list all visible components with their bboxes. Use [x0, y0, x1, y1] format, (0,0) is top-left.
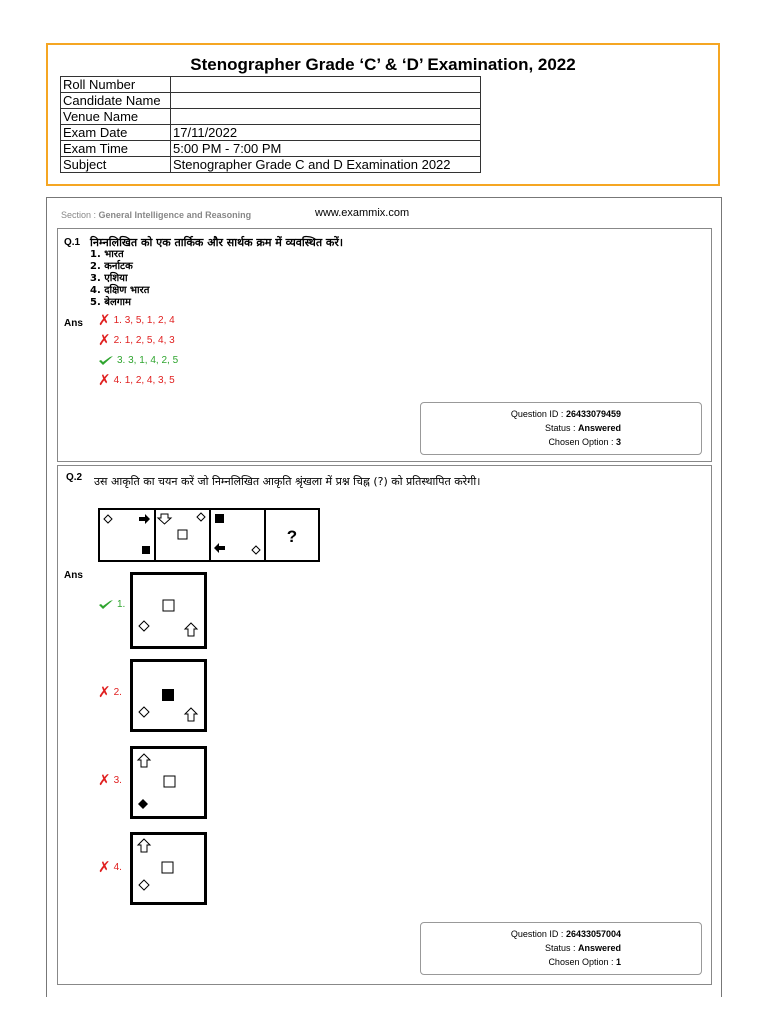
exam-title: Stenographer Grade ‘C’ & ‘D’ Examination, 2022	[190, 55, 576, 74]
option-figure-3	[130, 746, 207, 819]
option-label: 1.	[117, 599, 126, 610]
list-item: 4. दक्षिण भारत	[90, 285, 150, 296]
site-url: www.exammix.com	[315, 207, 410, 219]
checkmark-icon	[98, 599, 114, 610]
option-figure-1	[130, 572, 207, 649]
answer-option-4[interactable]	[98, 371, 175, 389]
table-row	[61, 109, 481, 125]
list-item: 3. एशिया	[90, 273, 128, 284]
cross-icon: ✗	[98, 683, 111, 701]
status-label: Status :	[544, 423, 578, 433]
question-panel	[46, 197, 722, 997]
question-text: उस आकृति का चयन करें जो निम्नलिखित आकृति श्रृंखला में प्रश्न चिह्न (?) को प्रतिस्थापित करेगी।	[94, 475, 481, 488]
status-value: Answered	[577, 423, 621, 433]
table-row	[61, 93, 481, 109]
ans-label: Ans	[64, 570, 83, 581]
info-label: Exam Date	[61, 125, 171, 141]
question-id-value: 26433079459	[565, 409, 621, 419]
question-text: निम्नलिखित को एक तार्किक और सार्थक क्रम में व्यवस्थित करें।	[90, 236, 344, 249]
answer-option-3[interactable]	[98, 771, 122, 789]
section-prefix: Section :	[61, 210, 99, 220]
question-items	[90, 249, 149, 309]
info-value: 17/11/2022	[171, 125, 481, 141]
cross-icon: ✗	[98, 371, 111, 389]
info-label: Exam Time	[61, 141, 171, 157]
chosen-option	[548, 437, 621, 447]
list-item: 5. बेलगाम	[90, 297, 131, 308]
info-label: Venue Name	[61, 109, 171, 125]
info-value: Stenographer Grade C and D Examination 2022	[171, 157, 481, 173]
question-id	[511, 409, 621, 419]
section-name: General Intelligence and Reasoning	[98, 210, 252, 220]
option-figure-4	[130, 832, 207, 905]
chosen-option-value: 1	[615, 957, 621, 967]
list-item: 2. कर्नाटक	[90, 261, 133, 272]
option-label: 2.	[113, 687, 122, 698]
chosen-option-label: Chosen Option :	[548, 957, 616, 967]
chosen-option	[548, 957, 621, 967]
cross-icon: ✗	[98, 311, 111, 329]
exam-header	[46, 43, 720, 186]
question-number: Q.2	[66, 472, 83, 483]
option-label: 4.	[113, 862, 122, 873]
info-label: Candidate Name	[61, 93, 171, 109]
list-item: 1. भारत	[90, 249, 124, 260]
question-id-label: Question ID :	[510, 929, 566, 939]
table-row	[61, 77, 481, 93]
status-value: Answered	[577, 943, 621, 953]
section-label	[61, 210, 251, 220]
option-label: 3.	[113, 775, 122, 786]
option-text: 3. 3, 1, 4, 2, 5	[117, 355, 179, 366]
info-value	[171, 93, 481, 109]
option-text: 1. 3, 5, 1, 2, 4	[113, 315, 175, 326]
answer-option-1[interactable]	[98, 599, 125, 610]
question-id	[511, 929, 621, 939]
answer-option-1[interactable]	[98, 311, 175, 329]
answer-option-2[interactable]	[98, 331, 175, 349]
chosen-option-label: Chosen Option :	[548, 437, 616, 447]
cross-icon: ✗	[98, 331, 111, 349]
table-row	[61, 157, 481, 173]
question-1	[57, 228, 712, 462]
question-number: Q.1	[64, 237, 81, 248]
cross-icon: ✗	[98, 771, 111, 789]
candidate-info-table	[60, 76, 481, 173]
info-value	[171, 77, 481, 93]
question-status	[545, 423, 621, 433]
table-row	[61, 125, 481, 141]
option-text: 2. 1, 2, 5, 4, 3	[113, 335, 175, 346]
info-label: Subject	[61, 157, 171, 173]
ans-label: Ans	[64, 318, 83, 329]
figure-series	[98, 508, 320, 562]
cross-icon: ✗	[98, 858, 111, 876]
question-2	[57, 465, 712, 985]
answer-option-4[interactable]	[98, 858, 122, 876]
status-label: Status :	[544, 943, 578, 953]
info-label: Roll Number	[61, 77, 171, 93]
option-text: 4. 1, 2, 4, 3, 5	[113, 375, 175, 386]
table-row	[61, 141, 481, 157]
question-status	[545, 943, 621, 953]
answer-option-2[interactable]	[98, 683, 122, 701]
question-status-box	[420, 922, 702, 975]
answer-option-3[interactable]	[98, 355, 178, 366]
chosen-option-value: 3	[615, 437, 621, 447]
option-figure-2	[130, 659, 207, 732]
question-id-value: 26433057004	[565, 929, 621, 939]
info-value	[171, 109, 481, 125]
question-status-box	[420, 402, 702, 455]
question-id-label: Question ID :	[510, 409, 566, 419]
question-mark: ?	[286, 527, 298, 546]
info-value: 5:00 PM - 7:00 PM	[171, 141, 481, 157]
checkmark-icon	[98, 355, 114, 366]
